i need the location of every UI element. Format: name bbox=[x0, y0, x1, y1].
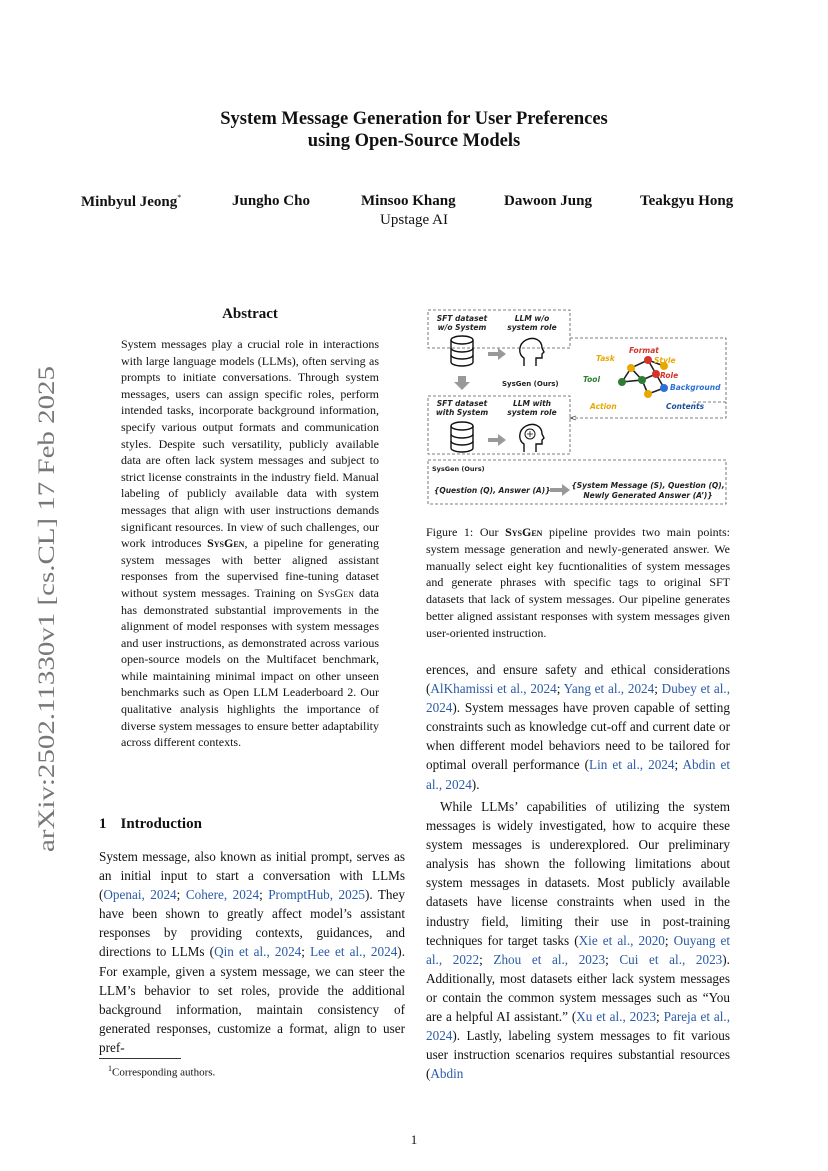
llm2-line2: system role bbox=[507, 408, 557, 417]
box2-line1: SFT dataset bbox=[436, 399, 488, 408]
tag-style: Style bbox=[654, 356, 676, 365]
citation-link[interactable]: Lin et al., 2024 bbox=[589, 757, 675, 773]
tag-task: Task bbox=[596, 354, 615, 363]
intro-right-paragraph-1: erences, and ensure safety and ethical considerations (AlKhamissi et al., 2024; Yang et al., 2024; Dubey et al., 2024). System messages have proven capable of setting constraints such as knowledge cut-off and current date or when different model behaviors need to be tailored for optimal overall performance (Lin et al., 2024; Abdin et al., 2024). bbox=[426, 662, 730, 792]
citation-link[interactable]: Qin et al., 2024 bbox=[214, 944, 302, 960]
affiliation: Upstage AI bbox=[380, 212, 448, 228]
llm1-line2: system role bbox=[507, 323, 557, 332]
sysgen-bottom-label: SysGen (Ours) bbox=[432, 465, 485, 473]
citation-link[interactable]: Ouyang et al., 2022 bbox=[426, 932, 730, 967]
citation-link[interactable]: AlKhamissi et al., 2024 bbox=[430, 681, 557, 697]
citation-link[interactable]: Cui et al., 2023 bbox=[619, 951, 723, 967]
citation-link[interactable]: Pareja et al., 2024 bbox=[426, 1009, 731, 1044]
box2-line2: with System bbox=[435, 408, 489, 417]
output-line2: Newly Generated Answer (A’)} bbox=[583, 491, 713, 500]
sysgen-name: SysGen bbox=[207, 536, 245, 551]
citation-link[interactable]: Abdin et al., 2024 bbox=[426, 757, 730, 792]
abstract-body: System messages play a crucial role in interactions with large language models (LLMs), often serving as prompts to initiate conversations. Through system messages, users can assign specific roles, perform intended tasks, incorporate background information, specify various output formats and communication styles. Despite such versatility, publicly available data are often lack system messages and subject to strict license constraints in the industry field. Manual labeling of publicly available data with system messages that align with user instructions demands significant resources. In view of such challenges, our work introduces SysGen, a pipeline for generating system messages with better aligned assistant responses from the supervised fine-tuning dataset without system messages. Training on SysGen data has demonstrated substantial improvements in the alignment of model responses with system messages and user instructions, as demonstrated across various open-source models on the Multifacet benchmark, while maintaining minimal impact on other unseen benchmarks such as Open LLM Leaderboard 2. Our qualitative analysis highlights the importance of diverse system messages to ensure better adaptability across different contexts. bbox=[121, 337, 379, 750]
citation-link[interactable]: Dubey et al., 2024 bbox=[426, 681, 730, 716]
head-icon bbox=[520, 338, 544, 366]
arxiv-sidebar bbox=[24, 366, 64, 852]
abstract-heading: Abstract bbox=[222, 306, 278, 322]
arrow-icon bbox=[488, 348, 506, 360]
tag-tool: Tool bbox=[583, 375, 601, 384]
intro-left-paragraph: System message, also known as initial prompt, serves as an initial input to start a conversation with LLMs (Openai, 2024; Cohere, 2024; PromptHub, 2025). They have been shown to greatly affect model’s assistant responses by providing contexts, guidances, and directions to LLMs (Qin et al., 2024; Lee et al., 2024). For example, given a system message, we can steer the LLM’s behavior to set roles, provide the additional background information, maintain consistency of generated responses, customize a format, align to user pref- bbox=[99, 849, 405, 1055]
input-pair: {Question (Q), Answer (A)} bbox=[434, 486, 551, 495]
sysgen-name: SysGen bbox=[505, 525, 543, 539]
arrow-icon bbox=[550, 484, 570, 496]
figure-1 bbox=[426, 308, 730, 514]
citation-link[interactable]: Xu et al., 2023 bbox=[576, 1009, 657, 1025]
sysgen-name: SysGen bbox=[317, 585, 354, 600]
down-arrow-icon bbox=[454, 376, 470, 390]
arrow-icon bbox=[488, 434, 506, 446]
figure-caption: Figure 1: Our SysGen pipeline provides two main points: system message generation and newly-generated answer. We manually select eight key fucntionalities of system messages and generate phrases with specific tags to original SFT datasets that lack of system messages. Our pipeline generates better aligned assistant responses with system messages given user-oriented instruction. bbox=[426, 525, 730, 640]
citation-link[interactable]: Openai, 2024 bbox=[103, 887, 177, 903]
sysgen-ours-label: SysGen (Ours) bbox=[502, 380, 559, 388]
box1-line1: SFT dataset bbox=[436, 314, 488, 323]
page-number: 1 bbox=[410, 1132, 418, 1147]
citation-link[interactable]: Cohere, 2024 bbox=[185, 887, 260, 903]
author-3: Minsoo Khang bbox=[361, 193, 456, 209]
citation-link[interactable]: Zhou et al., 2023 bbox=[493, 951, 606, 967]
llm2-line1: LLM with bbox=[512, 399, 552, 408]
citation-link[interactable]: Yang et al., 2024 bbox=[563, 681, 655, 697]
author-1: Minbyul Jeong* bbox=[81, 193, 182, 210]
author-4: Dawoon Jung bbox=[504, 193, 592, 209]
tag-format: Format bbox=[629, 346, 659, 355]
database-icon bbox=[451, 422, 473, 452]
citation-link[interactable]: Abdin bbox=[430, 1066, 464, 1082]
citation-link[interactable]: Lee et al., 2024 bbox=[310, 944, 398, 960]
database-icon bbox=[451, 336, 473, 366]
box1-line2: w/o System bbox=[437, 323, 487, 332]
intro-right-paragraph-2: While LLMs’ capabilities of utilizing the system messages is widely investigated, how to acquire these system messages is underexplored. Our preliminary analysis has shown the following limitations about system messages in datasets. Most publicly available datasets have license constraints when used in the industry field, limiting their use in post-training techniques for target tasks (Xie et al., 2020; Ouyang et al., 2022; Zhou et al., 2023; Cui et al., 2023). Additionally, most datasets either lack system messages or contain the common system messages such as “You are a helpful AI assistant.” (Xu et al., 2023; Pareja et al., 2024). Lastly, labeling system messages to fit various user instruction scenarios requires substantial resources (Abdin bbox=[426, 799, 731, 1082]
section-heading: 1 Introduction bbox=[99, 816, 202, 832]
footnote: $^1$Corresponding authors. bbox=[108, 1064, 216, 1079]
title-line-2: using Open-Source Models bbox=[307, 131, 521, 151]
arxiv-id: arXiv:2502.11330v1 [cs.CL] 17 Feb 2025 bbox=[34, 465, 59, 852]
paper-title bbox=[0, 108, 828, 152]
citation-link[interactable]: PromptHub, 2025 bbox=[268, 887, 365, 903]
tag-action: Action bbox=[590, 402, 617, 411]
llm1-line1: LLM w/o bbox=[514, 314, 550, 323]
tag-contents: Contents bbox=[666, 402, 705, 411]
footnote-rule bbox=[99, 1058, 181, 1059]
tag-role: Role bbox=[660, 371, 679, 380]
citation-link[interactable]: Xie et al., 2020 bbox=[578, 932, 665, 948]
tag-background: Background bbox=[670, 383, 721, 392]
title-line-1: System Message Generation for User Preferences bbox=[220, 109, 608, 129]
output-line1: {System Message (S), Question (Q), bbox=[571, 481, 725, 490]
brain-head-icon bbox=[520, 424, 544, 452]
author-2: Jungho Cho bbox=[232, 193, 310, 209]
author-5: Teakgyu Hong bbox=[640, 193, 734, 209]
